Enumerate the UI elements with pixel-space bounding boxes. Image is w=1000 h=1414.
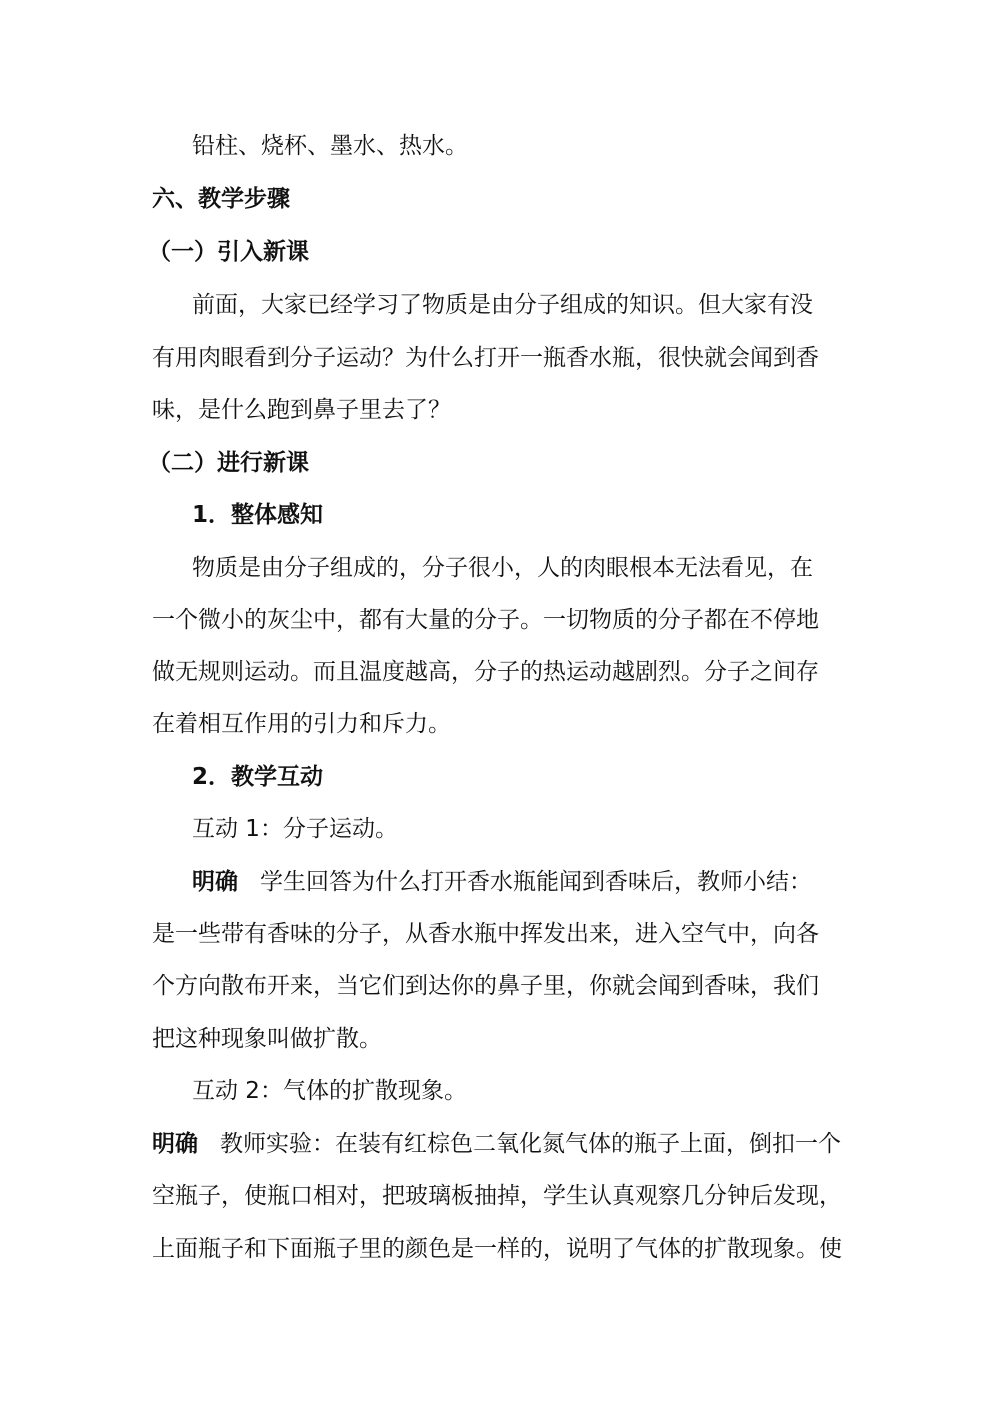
paragraph-line: 一个微小的灰尘中，都有大量的分子。一切物质的分子都在不停地 (152, 607, 819, 633)
paragraph-line: 个方向散布开来，当它们到达你的鼻子里，你就会闻到香味，我们 (152, 973, 819, 999)
item-heading-interaction: 2．教学互动 (192, 764, 324, 790)
subheading-new-lesson: （二）进行新课 (148, 450, 309, 476)
paragraph-line: 物质是由分子组成的，分子很小，人的肉眼根本无法看见，在 (192, 555, 813, 581)
paragraph-line: 是一些带有香味的分子，从香水瓶中挥发出来，进入空气中，向各 (152, 921, 819, 947)
subheading-intro: （一）引入新课 (148, 239, 309, 265)
paragraph-line: 前面，大家已经学习了物质是由分子组成的知识。但大家有没 (192, 292, 813, 318)
clarify-label: 明确 (192, 869, 238, 895)
interaction-2-title: 互动 2：气体的扩散现象。 (192, 1078, 467, 1104)
clarify-text: 教师实验：在装有红棕色二氧化氮气体的瓶子上面，倒扣一个 (220, 1131, 841, 1157)
paragraph-line: 空瓶子，使瓶口相对，把玻璃板抽掉，学生认真观察几分钟后发现， (152, 1183, 842, 1209)
paragraph-line: 在着相互作用的引力和斥力。 (152, 711, 451, 737)
paragraph-line: 把这种现象叫做扩散。 (152, 1026, 382, 1052)
paragraph-line: 做无规则运动。而且温度越高，分子的热运动越剧烈。分子之间存 (152, 659, 819, 685)
section-heading-steps: 六、教学步骤 (152, 186, 290, 212)
clarify-label: 明确 (152, 1131, 198, 1157)
interaction-1-title: 互动 1：分子运动。 (192, 816, 398, 842)
materials-line: 铅柱、烧杯、墨水、热水。 (192, 133, 468, 159)
clarify-2-line (152, 1129, 841, 1159)
item-heading-perception: 1．整体感知 (192, 502, 324, 528)
clarify-1-line (192, 867, 812, 897)
paragraph-line: 上面瓶子和下面瓶子里的颜色是一样的，说明了气体的扩散现象。使 (152, 1236, 842, 1262)
clarify-text: 学生回答为什么打开香水瓶能闻到香味后，教师小结： (260, 869, 812, 895)
paragraph-line: 有用肉眼看到分子运动？为什么打开一瓶香水瓶，很快就会闻到香 (152, 345, 819, 371)
paragraph-line: 味，是什么跑到鼻子里去了？ (152, 397, 451, 423)
